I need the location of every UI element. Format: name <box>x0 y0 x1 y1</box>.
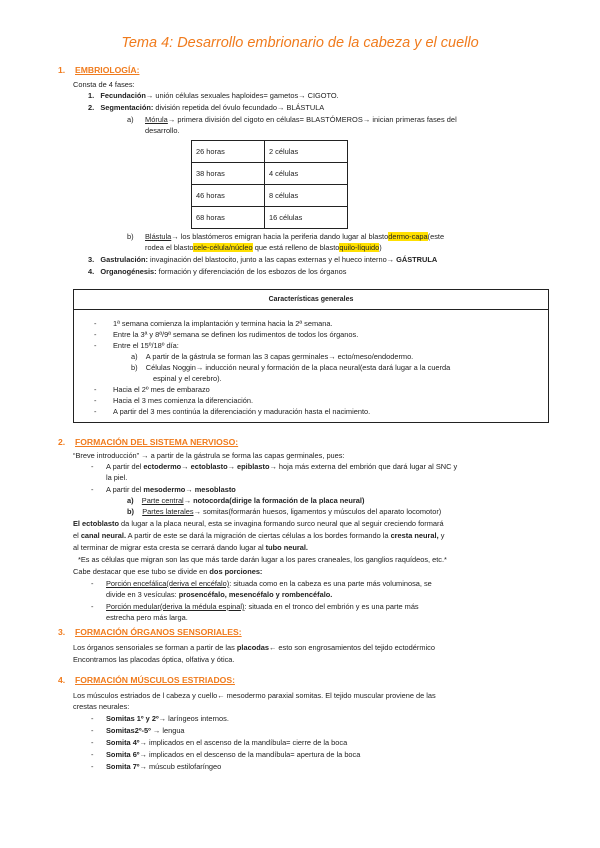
phase-1: 1. Fecundación→ unión células sexuales haploides= gametos→ CIGOTO. <box>88 91 339 100</box>
segmentation-table <box>191 140 348 229</box>
blastula-text-cont: rodea el blastocele-célula/núcleo que está relleno de blastoquilo-líquido) <box>145 243 382 252</box>
phase-3: 3. Gastrulación: invaginación del blastocito, junto a las capas externas y el hueco interno→ GÁSTRULA <box>88 255 438 264</box>
table-row: 46 horas 8 células <box>192 185 348 207</box>
medullary-portion: Porción medular(deriva la médula espinal): situada en el tronco del embrión y es una parte más <box>106 602 419 611</box>
two-portions: Cabe destacar que ese tubo se divide en dos porciones: <box>73 567 263 576</box>
section-1-heading: 1. EMBRIOLOGÍA: <box>58 65 140 75</box>
box-line: Entre el 15º/18º día: <box>113 341 179 350</box>
box-line: Hacia el 3 mes comienza la diferenciación. <box>113 396 254 405</box>
ectoderm-item-cont: la piel. <box>106 473 128 482</box>
table-row: 26 horas 2 células <box>192 141 348 163</box>
general-characteristics-box: Características generales - 1ª semana comienza la implantación y termina hacia la 2ª semana. - Entre la 3ª y 8ª/9ª semana se definen los rudimentos de todos los órganos. - Entre el 15º/18º día: a) A partir de la gástrula se forman las 3 capas germinales→ ecto/meso/endodermo. b) Células Noggin→ inducción neural y formación de la placa neural(esta dará lugar a la cuerda espinal y el cerebro). - Hacia el 2º mes de embarazo - Hacia el 3 mes comienza la diferenciación. - A partir del 3 mes continúa la diferenciación y maduración hasta el nacimiento. <box>73 289 549 423</box>
neural-paragraph: al terminar de migrar esta cresta se cerrará dando lugar al tubo neural. <box>73 543 308 552</box>
s3-line: Los órganos sensoriales se forman a partir de las placodas← esto son engrosamientos del tejido ectodérmico <box>73 643 435 652</box>
central-part: a) Parte central→ notocorda(dirige la formación de la placa neural) <box>127 496 365 505</box>
s4-line: Los músculos estriados de l cabeza y cuello← mesodermo paraxial somitas. El tejido muscular proviene de las <box>73 691 436 700</box>
list-item: Somita 4º→ implicados en el ascenso de la mandíbula= cierre de la boca <box>106 738 348 747</box>
section-2-heading: 2. FORMACIÓN DEL SISTEMA NERVIOSO: <box>58 437 239 447</box>
section-3-heading: 3. FORMACIÓN ÓRGANOS SENSORIALES: <box>58 627 242 637</box>
s4-line: crestas neurales: <box>73 702 130 711</box>
section-4-heading: 4. FORMACIÓN MÚSCULOS ESTRIADOS: <box>58 675 235 685</box>
morula-text: Mórula→ primera división del cigoto en células= BLASTÓMEROS→ inician primeras fases del <box>145 115 457 124</box>
morula-text-cont: desarrollo. <box>145 126 180 135</box>
list-item: Somita 7º→ múscub estilofaríngeo <box>106 762 222 771</box>
blastula-text: Blástula→ los blastómeros emigran hacia la periferia dando lugar al blastodermo-capa(este <box>145 232 445 241</box>
list-item: Somita 6º→ implicados en el descenso de la mandíbula= apertura de la boca <box>106 750 361 759</box>
box-line: Entre la 3ª y 8ª/9ª semana se definen los rudimentos de todos los órganos. <box>113 330 359 339</box>
box-sub-b-cont: espinal y el cerebro). <box>153 374 222 383</box>
encephalic-portion: Porción encefálica(deriva el encéfalo): situada como en la cabeza es una parte más voluminosa, se <box>106 579 432 588</box>
neural-note: *Es as células que migran son las que más tarde darán lugar a los pares craneales, los ganglios raquídeos, etc.* <box>78 555 447 564</box>
list-item: Somitas2º-5º → lengua <box>106 726 185 735</box>
encephalic-portion-cont: divide en 3 vesículas: prosencéfalo, mesencéfalo y rombencéfalo. <box>106 590 333 599</box>
box-title: Características generales <box>74 290 548 310</box>
medullary-portion-cont: estrecha pero más larga. <box>106 613 188 622</box>
morula-label: a) <box>127 115 134 124</box>
box-sub-a: a) A partir de la gástrula se forman las 3 capas germinales→ ecto/meso/endodermo. <box>131 352 414 361</box>
list-item: Somitas 1º y 2º→ laríngeos internos. <box>106 714 229 723</box>
box-line: Hacia el 2º mes de embarazo <box>113 385 210 394</box>
phase-2: 2. Segmentación: división repetida del óvulo fecundado→ BLÁSTULA <box>88 103 325 112</box>
blastula-label: b) <box>127 232 134 241</box>
phases-intro: Consta de 4 fases: <box>73 80 135 89</box>
mesoderm-item: A partir del mesodermo→ mesoblasto <box>106 485 236 494</box>
ectoderm-item: A partir del ectodermo→ ectoblasto→ epiblasto→ hoja más externa del embrión que dará lugar al SNC y <box>106 462 458 471</box>
page-title: Tema 4: Desarrollo embrionario de la cabeza y el cuello <box>121 35 479 51</box>
neural-paragraph: El ectoblasto da lugar a la placa neural, esta se invagina formando surco neural que al seguir creciendo formará <box>73 519 444 528</box>
s2-intro: “Breve introducción” → a partir de la gástrula se forma las capas germinales, pues: <box>73 451 345 460</box>
phase-4: 4. Organogénesis: formación y diferenciación de los esbozos de los órganos <box>88 267 347 276</box>
s3-line: Encontramos las placodas óptica, olfativa y ótica. <box>73 655 235 664</box>
lateral-parts: b) Partes laterales→ somitas(formarán huesos, ligamentos y músculos del aparato locomotor) <box>127 507 442 516</box>
box-line: 1ª semana comienza la implantación y termina hacia la 2ª semana. <box>113 319 333 328</box>
box-line: A partir del 3 mes continúa la diferenciación y maduración hasta el nacimiento. <box>113 407 371 416</box>
neural-paragraph: el canal neural. A partir de este se dará la migración de ciertas células a los bordes formando la cresta neural, y <box>73 531 445 540</box>
table-row: 38 horas 4 células <box>192 163 348 185</box>
table-row: 68 horas 16 células <box>192 207 348 229</box>
box-sub-b: b) Células Noggin→ inducción neural y formación de la placa neural(esta dará lugar a la cuerda <box>131 363 451 372</box>
